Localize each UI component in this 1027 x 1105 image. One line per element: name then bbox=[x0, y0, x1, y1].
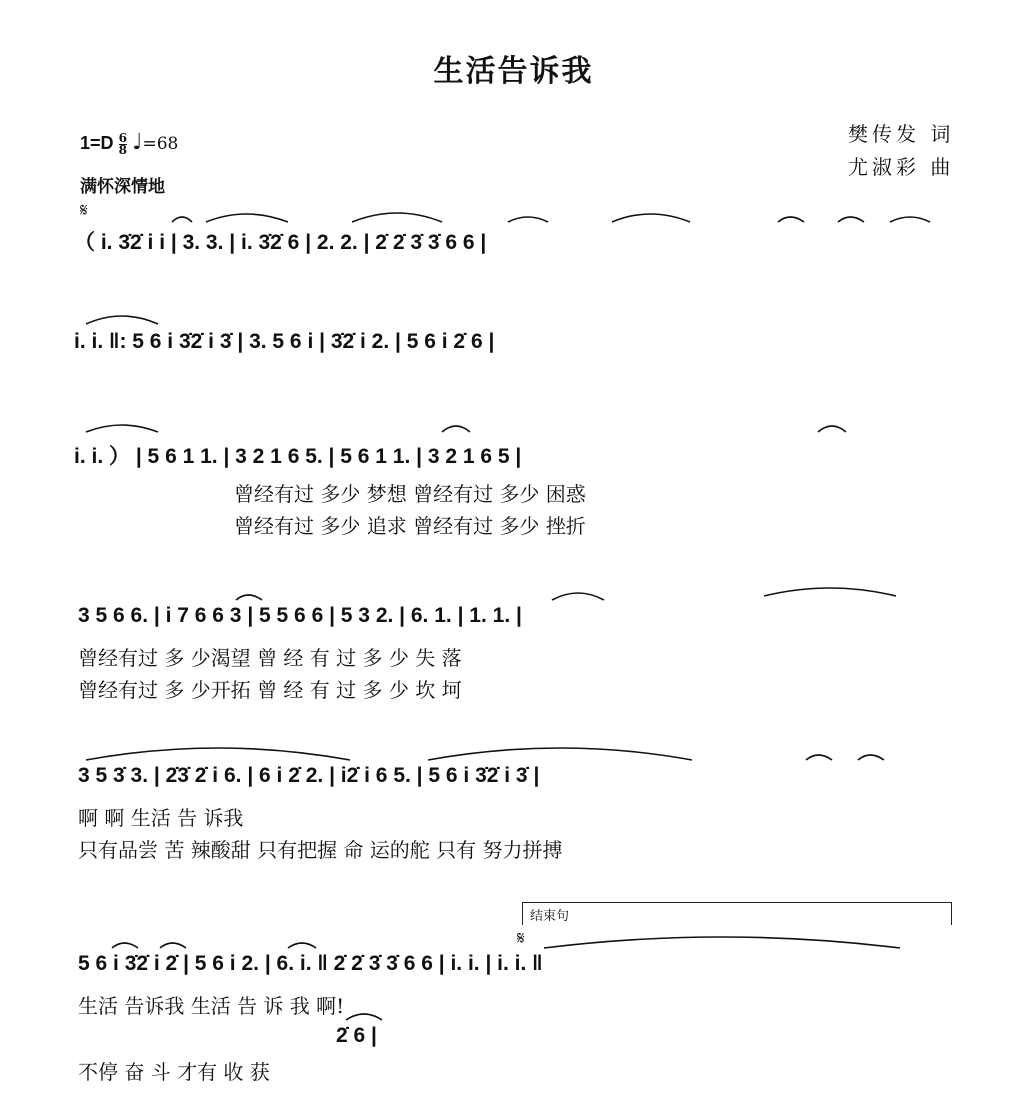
slur-arc bbox=[172, 217, 192, 222]
notation-line-5: 3 5 3̇ 3. | 2̇3̇ 2̇ i 6. | 6 i 2̇ 2. | i2̇ i 6 5. | 5 6 i 3̇2̇ i 3̇ | bbox=[78, 764, 540, 787]
composer-credit: 尤淑彩 曲 bbox=[848, 155, 955, 179]
slur-arc bbox=[552, 593, 604, 600]
song-title: 生活告诉我 bbox=[433, 54, 594, 89]
slur-arc bbox=[206, 214, 288, 222]
lyric-line-4-verse-1: 曾经有过 多 少渴望 曾 经 有 过 多 少 失 落 bbox=[78, 646, 462, 670]
slur-arc bbox=[764, 588, 896, 596]
key-label: 1=D bbox=[80, 133, 114, 153]
segno-icon: 𝄋 bbox=[80, 200, 88, 221]
slur-arc bbox=[442, 426, 470, 432]
time-top: 6 bbox=[118, 131, 127, 145]
slur-arc bbox=[288, 943, 316, 948]
slur-arc bbox=[806, 755, 832, 760]
ending-label: 结束句 bbox=[530, 909, 570, 924]
lyric-line-4-verse-2: 曾经有过 多 少开拓 曾 经 有 过 多 少 坎 坷 bbox=[78, 678, 462, 702]
slur-arc bbox=[612, 214, 690, 222]
time-signature bbox=[119, 133, 127, 156]
notation-line-4: 3 5 6 6. | i 7 6 6 3 | 5 5 6 6 | 5 3 2. | 6. 1. | 1. 1. | bbox=[78, 604, 522, 627]
alternate-notes: 2̇ 6 | bbox=[336, 1024, 377, 1047]
slur-arc bbox=[86, 316, 158, 324]
quarter-note-icon: ♩ bbox=[132, 130, 143, 155]
time-bottom: 8 bbox=[118, 143, 127, 157]
slur-arc bbox=[428, 748, 692, 760]
lyric-line-3-verse-1: 曾经有过 多少 梦想 曾经有过 多少 困惑 bbox=[234, 482, 586, 506]
slur-arc bbox=[352, 213, 442, 222]
ending-bracket bbox=[522, 902, 952, 925]
slur-arc bbox=[778, 217, 804, 222]
lyric-line-6-verse-2: 不停 奋 斗 才有 收 获 bbox=[78, 1060, 270, 1084]
tempo-value: =68 bbox=[142, 134, 179, 154]
slur-arc bbox=[236, 595, 262, 600]
lyricist-credit: 樊传发 词 bbox=[848, 122, 955, 146]
expression-marking: 满怀深情地 bbox=[80, 177, 165, 197]
lyric-line-6-verse-1: 生活 告诉我 生活 告 诉 我 啊! bbox=[78, 994, 345, 1018]
notation-line-1: （ i. 3̇2̇ i i | 3. 3. | i. 3̇2̇ 6 | 2. 2. | 2̇ 2̇ 3̇ 3̇ 6 6 | bbox=[74, 231, 487, 254]
slur-arc bbox=[86, 425, 158, 432]
lyric-line-5-verse-1: 啊 啊 生活 告 诉我 bbox=[78, 806, 244, 830]
slur-arc bbox=[544, 937, 900, 948]
slur-arc bbox=[346, 1014, 382, 1020]
slur-arc bbox=[508, 217, 548, 222]
slur-arc bbox=[838, 217, 864, 222]
notation-line-2: i. i. ‖: 5 6 i 3̇2̇ i 3̇ | 3. 5 6 i | 3̇2̇ i 2. | 5 6 i 2̇ 6 | bbox=[74, 330, 495, 353]
segno-icon-ending: 𝄋 bbox=[517, 928, 525, 949]
lyric-line-5-verse-2: 只有品尝 苦 辣酸甜 只有把握 命 运的舵 只有 努力拼搏 bbox=[78, 838, 563, 862]
slur-arc bbox=[160, 943, 186, 948]
slur-arc bbox=[818, 426, 846, 432]
key-signature bbox=[80, 130, 178, 156]
slur-arc bbox=[86, 748, 350, 760]
slur-arc bbox=[890, 217, 930, 222]
slur-arc bbox=[112, 943, 138, 948]
slur-arc bbox=[858, 755, 884, 760]
notation-line-3: i. i. ） | 5 6 1 1. | 3 2 1 6 5. | 5 6 1 1. | 3 2 1 6 5 | bbox=[74, 445, 522, 468]
lyric-line-3-verse-2: 曾经有过 多少 追求 曾经有过 多少 挫折 bbox=[234, 514, 586, 538]
notation-line-6: 5 6 i 3̇2̇ i 2̇ | 5 6 i 2. | 6. i. ‖ 2̇ 2̇ 3̇ 3̇ 6 6 | i. i. | i. i. ‖ bbox=[78, 952, 543, 975]
